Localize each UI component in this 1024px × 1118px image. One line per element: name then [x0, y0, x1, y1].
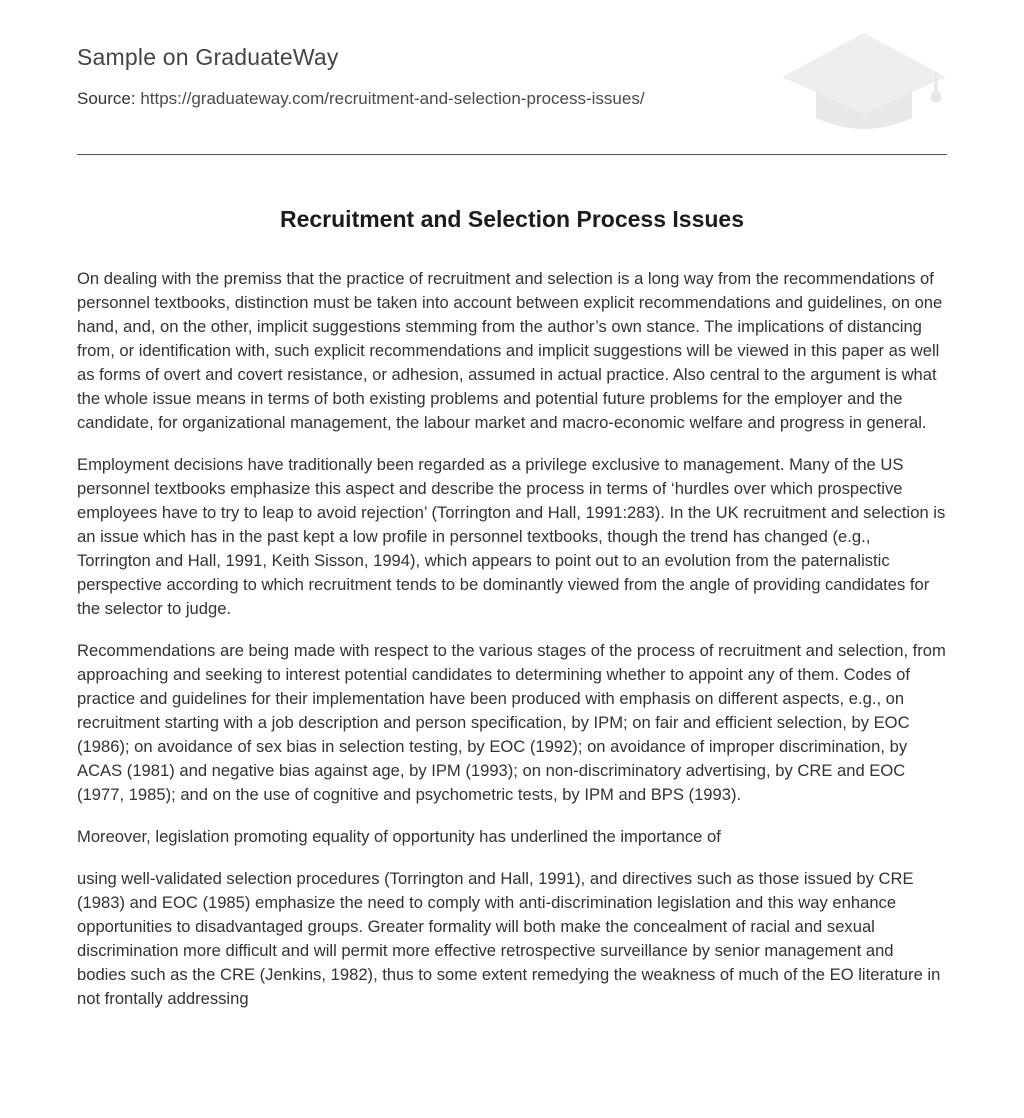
paragraph: Recommendations are being made with respect to the various stages of the process of recruitment and selection, from approaching and seeking to interest potential candidates to determining whether to appoint any of them. Codes of practice and guidelines for their implementation have been produced with emphasis on different aspects, e.g., on recruitment starting with a job description and person specification, by IPM; on fair and efficient selection, by EOC (1986); on avoidance of sex bias in selection testing, by EOC (1992); on avoidance of improper discrimination, by ACAS (1981) and negative bias against age, by IPM (1993); on non-discriminatory advertising, by CRE and EOC (1977, 1985); and on the use of cognitive and psychometric tests, by IPM and BPS (1993).: [77, 641, 946, 804]
source-link[interactable]: https://graduateway.com/recruitment-and-selection-process-issues/: [140, 89, 645, 108]
document-title: Recruitment and Selection Process Issues: [279, 206, 744, 232]
paragraph: On dealing with the premiss that the practice of recruitment and selection is a long way from the recommendations of personnel textbooks, distinction must be taken into account between explicit recommendations and guidelines, on one hand, and, on the other, implicit suggestions stemming from the author’s own stance. The implications of distancing from, or identification with, such explicit recommendations and implicit suggestions will be viewed in this paper as well as forms of overt and covert resistance, or adhesion, assumed in actual practice. Also central to the argument is what the whole issue means in terms of both existing problems and potential future problems for the employer and the candidate, for organizational management, the labour market and macro-economic welfare and progress in general.: [77, 269, 943, 432]
header: [77, 0, 947, 156]
header-divider: [77, 154, 947, 155]
document-body: [77, 267, 947, 1029]
paragraph: using well-validated selection procedures (Torrington and Hall, 1991), and directives such as those issued by CRE (1983) and EOC (1985) emphasize the need to comply with anti-discrimination legislation and this way enhance opportunities to disadvantaged groups. Greater formality will both make the concealment of racial and sexual discrimination more difficult and will permit more effective retrospective surveillance by senior management and bodies such as the CRE (Jenkins, 1982), thus to some extent remedying the weakness of much of the EO literature in not frontally addressing: [77, 869, 941, 1008]
paragraph: Employment decisions have traditionally been regarded as a privilege exclusive to management. Many of the US personnel textbooks emphasize this aspect and describe the process in terms of ‘hurdles over which prospective employees have to try to leap to avoid rejection’ (Torrington and Hall, 1991:283). In the UK recruitment and selection is an issue which has in the past kept a low profile in personnel textbooks, though the trend has changed (e.g., Torrington and Hall, 1991, Keith Sisson, 1994), which appears to point out to an evolution from the paternalistic perspective according to which recruitment tends to be dominantly viewed from the angle of providing candidates for the selector to judge.: [77, 455, 946, 618]
site-title: Sample on GraduateWay: [77, 44, 339, 70]
source-label: Source:: [77, 89, 136, 108]
page: [77, 0, 947, 1008]
graduation-cap-icon: [780, 30, 948, 134]
paragraph: Moreover, legislation promoting equality of opportunity has underlined the importance of: [77, 827, 721, 846]
source-line: [77, 89, 645, 109]
